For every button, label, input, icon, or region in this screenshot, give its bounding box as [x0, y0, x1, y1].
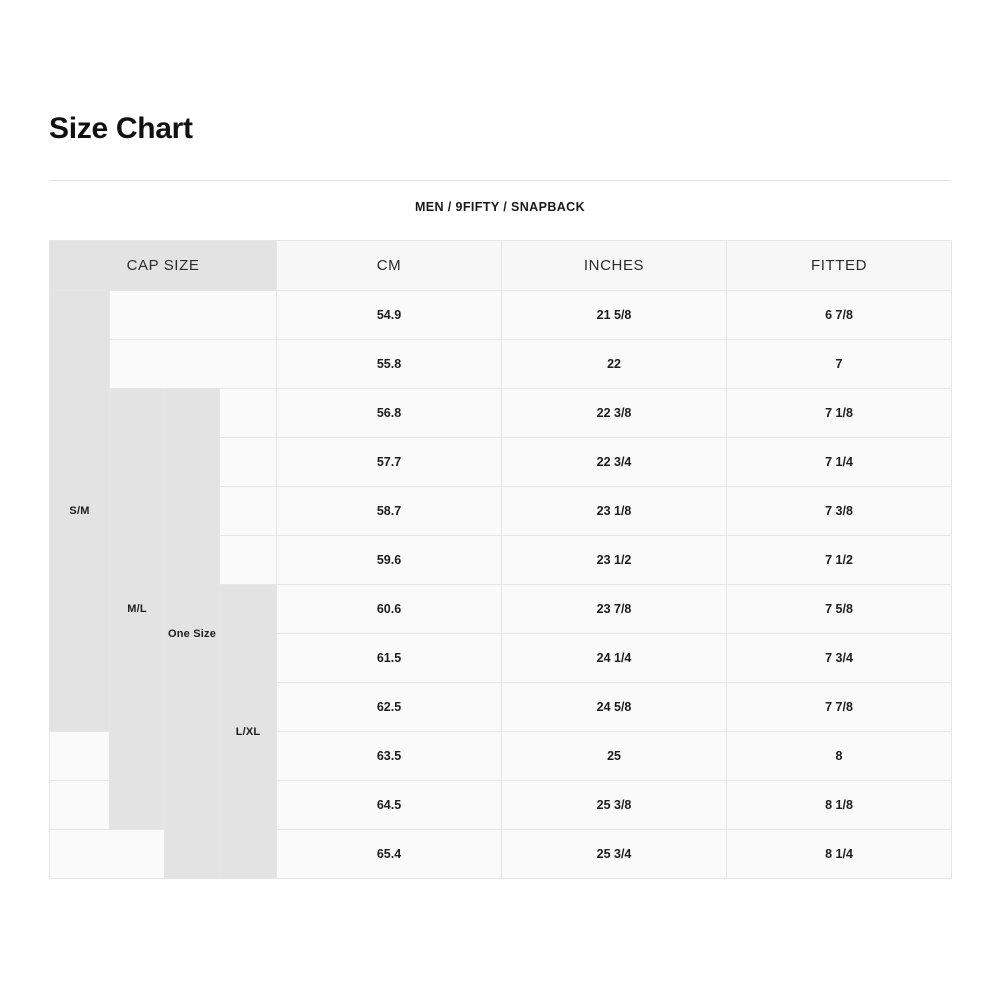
- cap-size-spacer: [220, 487, 277, 536]
- cell-inches: 23 7/8: [502, 585, 727, 634]
- header-divider: [49, 180, 951, 181]
- cap-size-band-one-size: One Size: [165, 389, 220, 879]
- column-header-cap-size: CAP SIZE: [50, 241, 277, 291]
- cell-fitted: 7 1/8: [727, 389, 952, 438]
- cell-inches: 22 3/8: [502, 389, 727, 438]
- cell-cm: 54.9: [277, 291, 502, 340]
- cell-cm: 65.4: [277, 830, 502, 879]
- cap-size-spacer: [50, 781, 110, 830]
- cell-fitted: 8 1/8: [727, 781, 952, 830]
- cell-fitted: 7 1/2: [727, 536, 952, 585]
- cell-inches: 23 1/2: [502, 536, 727, 585]
- cell-cm: 55.8: [277, 340, 502, 389]
- cell-inches: 25 3/4: [502, 830, 727, 879]
- cell-inches: 24 5/8: [502, 683, 727, 732]
- table-body: [50, 291, 952, 879]
- table-row: [50, 291, 952, 340]
- cell-inches: 21 5/8: [502, 291, 727, 340]
- column-header-cm: CM: [277, 241, 502, 291]
- cell-fitted: 7: [727, 340, 952, 389]
- cell-inches: 23 1/8: [502, 487, 727, 536]
- table-header-row: [50, 241, 952, 291]
- cap-size-spacer: [50, 830, 165, 879]
- cap-size-spacer: [110, 340, 277, 389]
- cap-size-band-sm: S/M: [50, 291, 110, 732]
- cap-size-spacer: [220, 389, 277, 438]
- cell-inches: 25 3/8: [502, 781, 727, 830]
- column-header-fitted: FITTED: [727, 241, 952, 291]
- cell-inches: 22 3/4: [502, 438, 727, 487]
- size-table-container: [49, 240, 951, 879]
- table-header: [50, 241, 952, 291]
- cap-size-spacer: [220, 438, 277, 487]
- chart-subtitle: MEN / 9FIFTY / SNAPBACK: [414, 200, 586, 214]
- cell-cm: 59.6: [277, 536, 502, 585]
- cell-fitted: 7 3/4: [727, 634, 952, 683]
- cell-cm: 60.6: [277, 585, 502, 634]
- cell-cm: 63.5: [277, 732, 502, 781]
- cell-inches: 22: [502, 340, 727, 389]
- cap-size-spacer: [50, 732, 110, 781]
- cell-fitted: 7 1/4: [727, 438, 952, 487]
- cell-cm: 61.5: [277, 634, 502, 683]
- column-header-inches: INCHES: [502, 241, 727, 291]
- cell-fitted: 8 1/4: [727, 830, 952, 879]
- cell-cm: 56.8: [277, 389, 502, 438]
- cell-cm: 62.5: [277, 683, 502, 732]
- cell-cm: 64.5: [277, 781, 502, 830]
- cell-cm: 57.7: [277, 438, 502, 487]
- cap-size-band-lxl: L/XL: [220, 585, 277, 879]
- table-row: [50, 340, 952, 389]
- table-row: [50, 389, 952, 438]
- cell-fitted: 6 7/8: [727, 291, 952, 340]
- cell-fitted: 7 5/8: [727, 585, 952, 634]
- cap-size-spacer: [110, 291, 277, 340]
- cap-size-spacer: [220, 536, 277, 585]
- page-title: Size Chart: [49, 112, 193, 145]
- cell-fitted: 7 3/8: [727, 487, 952, 536]
- cell-fitted: 8: [727, 732, 952, 781]
- cell-inches: 24 1/4: [502, 634, 727, 683]
- size-table: [49, 240, 952, 879]
- cell-inches: 25: [502, 732, 727, 781]
- cap-size-band-ml: M/L: [110, 389, 165, 830]
- cell-fitted: 7 7/8: [727, 683, 952, 732]
- cell-cm: 58.7: [277, 487, 502, 536]
